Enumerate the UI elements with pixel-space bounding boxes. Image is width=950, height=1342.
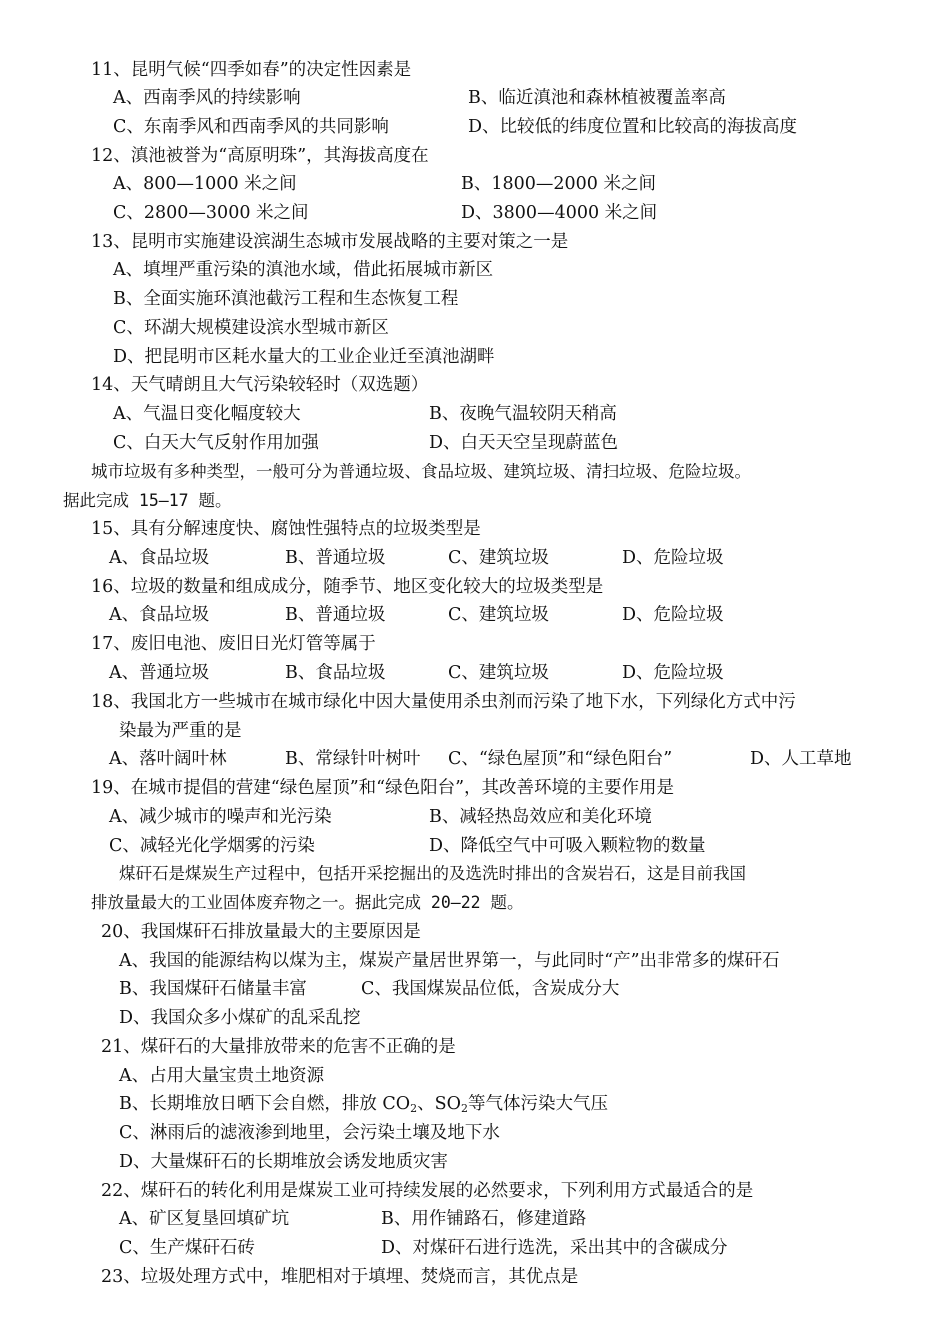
question-13-option-b: B、全面实施环滇池截污工程和生态恢复工程 bbox=[113, 289, 459, 309]
question-22-stem: 22、煤矸石的转化利用是煤炭工业可持续发展的必然要求，下列利用方式最适合的是 bbox=[101, 1181, 754, 1201]
question-12-option-b: B、1800—2000 米之间 bbox=[461, 174, 656, 194]
question-19-option-d: D、降低空气中可吸入颗粒物的数量 bbox=[429, 836, 706, 856]
question-21-option-b bbox=[119, 1094, 608, 1119]
question-18-stem-line-1: 18、我国北方一些城市在城市绿化中因大量使用杀虫剂而污染了地下水，下列绿化方式中污 bbox=[91, 692, 796, 712]
question-18-option-d: D、人工草地 bbox=[750, 749, 852, 769]
question-11-option-c: C、东南季风和西南季风的共同影响 bbox=[113, 117, 389, 137]
question-11-stem: 11、昆明气候“四季如春”的决定性因素是 bbox=[91, 60, 412, 80]
question-15-option-d: D、危险垃圾 bbox=[622, 548, 724, 568]
question-17-option-c: C、建筑垃圾 bbox=[448, 663, 549, 683]
question-16-option-a: A、食品垃圾 bbox=[109, 605, 210, 625]
passage-waste-line-1: 城市垃圾有多种类型，一般可分为普通垃圾、食品垃圾、建筑垃圾、清扫垃圾、危险垃圾。 bbox=[91, 462, 751, 481]
question-12-option-d: D、3800—4000 米之间 bbox=[461, 203, 658, 223]
question-20-option-b: B、我国煤矸石储量丰富 bbox=[119, 979, 307, 999]
question-16-option-c: C、建筑垃圾 bbox=[448, 605, 549, 625]
question-11-option-a: A、西南季风的持续影响 bbox=[113, 88, 301, 108]
question-13-stem: 13、昆明市实施建设滨湖生态城市发展战略的主要对策之一是 bbox=[91, 232, 569, 252]
question-17-option-d: D、危险垃圾 bbox=[622, 663, 724, 683]
question-12-option-a: A、800—1000 米之间 bbox=[113, 174, 297, 194]
question-11-option-b: B、临近滇池和森林植被覆盖率高 bbox=[468, 88, 726, 108]
question-21-stem: 21、煤矸石的大量排放带来的危害不正确的是 bbox=[101, 1037, 456, 1057]
question-17-stem: 17、废旧电池、废旧日光灯管等属于 bbox=[91, 634, 376, 654]
question-14-option-c: C、白天大气反射作用加强 bbox=[113, 433, 319, 453]
question-14-option-d: D、白天天空呈现蔚蓝色 bbox=[429, 433, 619, 453]
question-16-option-d: D、危险垃圾 bbox=[622, 605, 724, 625]
question-19-option-c: C、减轻光化学烟雾的污染 bbox=[109, 836, 315, 856]
question-18-option-c: C、“绿色屋顶”和“绿色阳台” bbox=[448, 749, 673, 769]
question-21-option-b-text-mid: 、SO bbox=[417, 1094, 462, 1114]
question-22-option-a: A、矿区复垦回填矿坑 bbox=[119, 1209, 290, 1229]
question-18-option-b: B、常绿针叶树叶 bbox=[285, 749, 421, 769]
question-12-option-c: C、2800—3000 米之间 bbox=[113, 203, 309, 223]
question-12-stem: 12、滇池被誉为“高原明珠”，其海拔高度在 bbox=[91, 146, 429, 166]
question-16-option-b: B、普通垃圾 bbox=[285, 605, 386, 625]
question-11-option-d: D、比较低的纬度位置和比较高的海拔高度 bbox=[468, 117, 798, 137]
question-20-option-c: C、我国煤炭品位低，含炭成分大 bbox=[361, 979, 620, 999]
question-20-option-d: D、我国众多小煤矿的乱采乱挖 bbox=[119, 1008, 361, 1028]
question-17-option-a: A、普通垃圾 bbox=[109, 663, 210, 683]
co2-subscript: 2 bbox=[410, 1102, 418, 1115]
question-15-option-c: C、建筑垃圾 bbox=[448, 548, 549, 568]
question-21-option-a: A、占用大量宝贵土地资源 bbox=[119, 1066, 325, 1086]
question-20-stem: 20、我国煤矸石排放量最大的主要原因是 bbox=[101, 922, 421, 942]
question-21-option-b-text-end: 等气体污染大气压 bbox=[468, 1094, 609, 1114]
question-19-stem: 19、在城市提倡的营建“绿色屋顶”和“绿色阳台”，其改善环境的主要作用是 bbox=[91, 778, 675, 798]
question-13-option-a: A、填埋严重污染的滇池水域，借此拓展城市新区 bbox=[113, 260, 494, 280]
question-19-option-a: A、减少城市的噪声和光污染 bbox=[109, 807, 332, 827]
passage-coal-gangue-line-2: 排放量最大的工业固体废弃物之一。据此完成 20—22 题。 bbox=[91, 893, 524, 912]
question-16-stem: 16、垃圾的数量和组成成分，随季节、地区变化较大的垃圾类型是 bbox=[91, 577, 604, 597]
question-21-option-c: C、淋雨后的滤液渗到地里，会污染土壤及地下水 bbox=[119, 1123, 500, 1143]
question-21-option-d: D、大量煤矸石的长期堆放会诱发地质灾害 bbox=[119, 1152, 449, 1172]
passage-coal-gangue-line-1: 煤矸石是煤炭生产过程中，包括开采挖掘出的及选洗时排出的含炭岩石，这是目前我国 bbox=[119, 864, 746, 883]
question-21-option-b-text: B、长期堆放日晒下会自燃，排放 CO bbox=[119, 1094, 411, 1114]
question-15-stem: 15、具有分解速度快、腐蚀性强特点的垃圾类型是 bbox=[91, 519, 481, 539]
question-22-option-c: C、生产煤矸石砖 bbox=[119, 1238, 255, 1258]
question-18-option-a: A、落叶阔叶林 bbox=[109, 749, 227, 769]
question-23-stem: 23、垃圾处理方式中，堆肥相对于填埋、焚烧而言，其优点是 bbox=[101, 1267, 579, 1287]
question-13-option-d: D、把昆明市区耗水量大的工业企业迁至滇池湖畔 bbox=[113, 347, 495, 367]
question-22-option-b: B、用作铺路石，修建道路 bbox=[381, 1209, 587, 1229]
question-14-option-b: B、夜晚气温较阴天稍高 bbox=[429, 404, 617, 424]
question-20-option-a: A、我国的能源结构以煤为主，煤炭产量居世界第一，与此同时“产”出非常多的煤矸石 bbox=[119, 951, 780, 971]
question-17-option-b: B、食品垃圾 bbox=[285, 663, 386, 683]
question-19-option-b: B、减轻热岛效应和美化环境 bbox=[429, 807, 652, 827]
so2-subscript: 2 bbox=[461, 1102, 469, 1115]
question-14-option-a: A、气温日变化幅度较大 bbox=[113, 404, 301, 424]
question-14-stem: 14、天气晴朗且大气污染较轻时（双选题） bbox=[91, 375, 429, 395]
question-18-stem-line-2: 染最为严重的是 bbox=[119, 721, 242, 741]
passage-waste-line-2: 据此完成 15—17 题。 bbox=[63, 491, 232, 510]
question-15-option-a: A、食品垃圾 bbox=[109, 548, 210, 568]
question-22-option-d: D、对煤矸石进行选洗，采出其中的含碳成分 bbox=[381, 1238, 728, 1258]
question-13-option-c: C、环湖大规模建设滨水型城市新区 bbox=[113, 318, 389, 338]
question-15-option-b: B、普通垃圾 bbox=[285, 548, 386, 568]
